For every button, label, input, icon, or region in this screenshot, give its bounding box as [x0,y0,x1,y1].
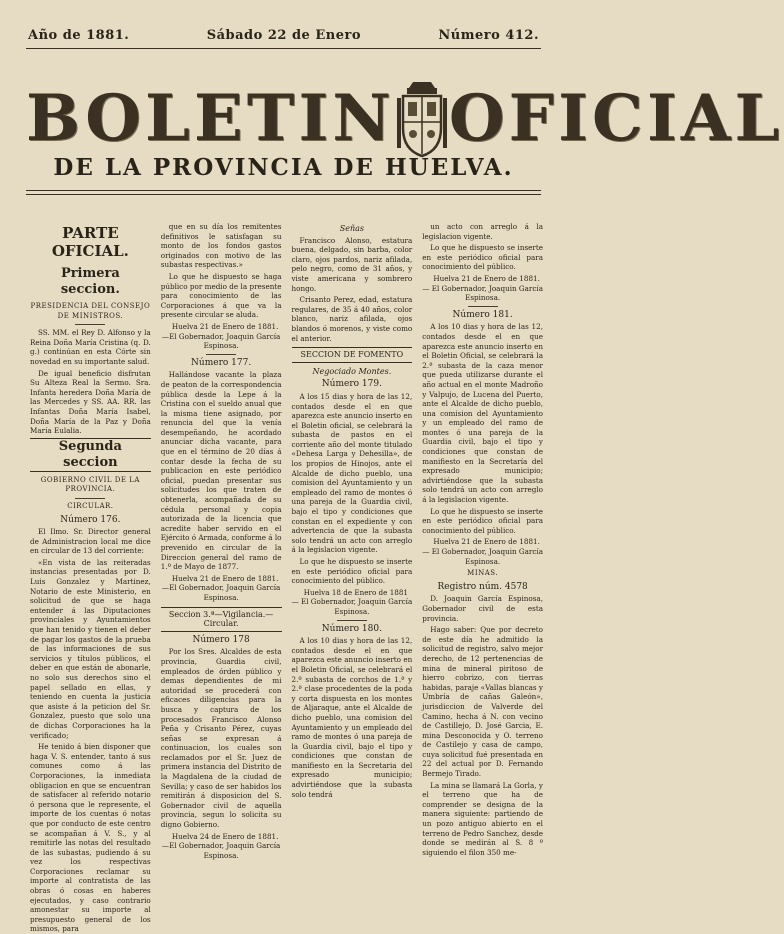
paragraph: «En vista de las reiteradas instancias presentadas por D. Luis Gonzalez y Martinez, Notario de este Ministerio, en solicitud de que se haga entender á las Diputaciones provinciales y Ayuntamientos que han tenido y tienen el deber de pagar los gastos de la prueba de las informaciones de sus servicios y títulos públicos, el deber en que están de abonarle, no solo sus derechos sino el papel sellado en ellas, y teniendo en cuenta la justicia que asiste á la peticion del Sr. Gonzalez, puesto que solo una de dichas Corporaciones ha la verificado; [30,557,151,740]
masthead-right-word: OFICIAL [448,80,784,156]
item-number: Número 181. [452,309,513,320]
paragraph: Hago saber: Que por decreto de este día he admitido la solicitud de registro, salvo mejor derecho, de 12 pertenencias de mina de mineral piritoso de hierro cobrizo, con tierras habidas, paraje «Vallas blancas y Umbría de cañas Galeón», jurisdiccion de Valverde del Camino, hecha á N. con vecino de Castillejo, D. José Garcia, E. mina Desconocida y O. terreno de Castilejo y casa de campo, cuya solicitud fué presentada en 22 del actual por D. Fernando Bermejo Tirado. [422,625,543,779]
signature: Huelva 21 de Enero de 1881. — El Gobernador, Joaquin García Espinosa. [422,537,543,566]
masthead-left-word: BOLETIN [26,80,395,156]
coat-of-arms-icon [395,77,449,159]
item-number: Número 179. [321,379,382,390]
paragraph: Lo que he dispuesto se inserte en este periódico oficial para conocimiento del público. [422,506,543,535]
section-heading: Señas [339,224,364,233]
paragraph: La mina se llamará La Gorla, y el terreno que ha de comprender se designa de la manera siguiente: partiendo de un pozo antiguo abierto en el terreno de Pedro Sanchez, desde donde se medirán al S. 8 º siguiendo el filon 350 me- [422,780,543,857]
circular-heading: CIRCULAR. [67,501,114,510]
ministry-heading: PRESIDENCIA DEL CONSEJO DE MINISTROS. [30,302,151,320]
separator [468,306,498,307]
signature: Huelva 21 de Enero de 1881. —El Gobernador, Joaquin García Espinosa. [161,573,281,602]
column-4 [422,222,543,857]
signature: Huelva 21 de Enero de 1881. —El Gobernador, Joaquin García Espinosa. [161,321,281,351]
paragraph: Francisco Alonso, estatura buena, delgado, sin barba, color claro, ojos pardos, nariz afilada, pelo negro, como de 31 años, y viste americana y sombrero hongo. [291,235,413,293]
signature: Huelva 21 de Enero de 1881. — El Gobernador, Joaquin García Espinosa. [422,273,543,303]
paragraph: Lo que he dispuesto se inserte en este periódico oficial para conocimiento del público. [422,243,543,272]
paragraph: De igual beneficio disfrutan Su Alteza Real la Sermo. Sra. Infanta heredera Doña María de las Mercedes y SS. AA. RR. las Infantas Doña María Isabel, Doña María de la Paz y Doña María Eulalia. [30,368,151,436]
paragraph: SS. MM. el Rey D. Alfonso y la Reina Doña María Cristina (q. D. g.) continúan en esta Córte sin novedad en su importante salud. [30,328,151,366]
paragraph: A los 10 dias y hora de las 12, contados desde el en que aparezca este anuncio inserto en el Boletin Oficial, se celebrará la 2.ª subasta de la caza menor que pueda utilizarse durante el año actual en el monte Madroño y Valpujo, de Lucena del Puerto, ante el Alcalde de dicho pueblo, una comision del Ayuntamiento y un empleado del ramo de montes ó una pareja de la Guardia civil, bajo el tipo y condiciones que constan de manifiesto en la Secretaría del expresado municipio; advirtiéndose que la subasta solo tendrá un acto con arreglo á la legislacion vigente. [422,322,543,505]
column-1 [30,222,151,934]
section-box: SECCION DE FOMENTO [292,347,413,363]
separator [337,620,367,621]
subtitle-rule-1 [26,190,541,191]
date-label: Sábado 22 de Enero [206,28,362,43]
issue-number: Número 412. [438,28,539,43]
paragraph: El Ilmo. Sr. Director general de Administracion local me dice en circular de 13 del corriente: [30,527,151,556]
government-heading: GOBIERNO CIVIL DE LA PROVINCIA. [40,475,140,494]
paragraph: He tenido á bien disponer que haga V. S. entender, tanto á sus comunes como á las Corporaciones, la inmediata obligacion en que se encuentran de satisfacer al referido notario ó persona que le represente, el importe de los cuentas ó notas que por conducto de este centro se acompañan á V. S., y al remitirle las notas del resultado de las subastas, pudiendo á su vez los respectivas Corporaciones reclamar su importe al contratista de las obras ó cosas en haberes ejecutados, y caso contrario amonestar su importe al presupuesto general de los mismos, para [30,742,151,934]
signature: Huelva 18 de Enero de 1881 — El Gobernador, Joaquin García Espinosa. [291,587,413,616]
signature: Huelva 24 de Enero de 1881. —El Gobernador, Joaquin García Espinosa. [161,831,281,860]
column-3 [291,222,413,799]
registry-number: Registro núm. 4578 [437,581,528,592]
paragraph: Hallándose vacante la plaza de peaton de la correspondencia pública desde la Lepe á la Cristina con el sueldo anual que la misma tiene asignado, por renuncia del que la venía desempeñando, he acordado anunciar dicha vacante, para que en el término de 20 días á contar desde la fecha de su publicacion en este periódico oficial, puedan presentar sus solicitudes los que traten de obtenerla, acompañada de su cédula personal y copia autorizada de la licencia que acredite haber servido en el Ejército ó Armada, conforme á lo prevenido en circular de la Direccion general del ramo de 1.º de Mayo de 1877. [160,370,282,572]
paragraph: que en su día los remitentes definitivos le satisfagan su monto de los fondos gastos originados con motivo de las subastas respectivas.» [160,222,282,270]
section-heading: PARTE OFICIAL. [51,224,129,260]
subsection-heading: Negociado Montes. [312,366,392,376]
paragraph: Lo que he dispuesto se haga público por medio de la presente para conocimiento de las Corporaciones á que va la presente circular se aluda. [160,271,282,320]
item-number: Número 180. [321,623,382,634]
subsection-heading: Segunda seccion [30,438,151,472]
paragraph: Crisanto Perez, edad, estatura regulares, de 35 á 40 años, color blanco, nariz afilada, ojos blandos ó morenos, y viste como el anterior. [291,295,413,343]
column-2 [160,222,282,860]
paragraph: un acto con arreglo á la legislacion vigente. [422,222,543,241]
mines-heading: MINAS. [467,569,499,578]
subtitle-rule-2 [26,194,541,195]
separator [75,324,105,325]
item-number: Número 177. [191,357,252,368]
paragraph: A los 15 dias y hora de las 12, contados desde el en que aparezca este anuncio inserto en el Boletin oficial, se celebrará la subasta de pastos en el corriente año del monte titulado «Dehesa Larga y Dehesilla», de los propios de Hinojos, ante el Alcalde de dicho pueblo, una comision del Ayuntamiento y un empleado del ramo de montes ó una pareja de la Guardia civil, bajo el tipo y condiciones que constan en el expediente y con advertencia de que la subasta solo tendrá un acto con arreglo á la legislacion vigente. [291,391,413,555]
header-rule [26,48,541,49]
separator [75,498,105,499]
subsection-heading: Primera seccion. [60,266,120,297]
paragraph: Por los Sres. Alcaldes de esta provincia, Guardia civil, empleados de órden público y demas dependientes de mi autoridad se procederá con eficaces diligencias para la busca y captura de los procesados Francisco Alonso Peña y Crisanto Pérez, cuyas señas se expresan á continuacion, los cuales son reclamados por el Sr. Juez de primera instancia del Distrito de la Magdalena de la ciudad de Sevilla; y caso de ser habidos los remitirán á disposicion del S. Gobernador civil de aquella provincia, segun lo solicita su digno Gobierno. [160,647,282,830]
paragraph: A los 10 dias y hora de las 12, contados desde el en que aparezca este anuncio inserto en el Boletin Oficial, se celebrará el 2.º subasta de corchos de 1.ª y 2.ª clase procedentes de la poda y corta dispuesta en los montes de Aljaraque, ante el Alcalde de dicho pueblo, una comision del Ayuntamiento y un empleado del ramo de montes ó una pareja de la Guardia civil, bajo el tipo y condiciones que constan de manifiesto en la Secretaria del expresado municipio; advirtiéndose que la subasta solo tendrá [291,636,413,799]
paragraph: D. Joaquin García Espinosa, Gobernador civil de esta provincia. [422,594,543,623]
section-box: Seccion 3.ª—Vigilancia.—Circular. [161,607,282,632]
paragraph: Lo que he dispuesto se inserte en este periódico oficial para conocimiento del público. [291,557,413,586]
item-number: Número 176. [60,514,121,525]
item-number: Número 178 [192,634,250,645]
masthead-subtitle: DE LA PROVINCIA DE HUELVA. [53,154,514,181]
text-columns [30,222,543,934]
year-label: Año de 1881. [28,28,130,43]
header-line [28,28,539,43]
separator [206,354,236,355]
